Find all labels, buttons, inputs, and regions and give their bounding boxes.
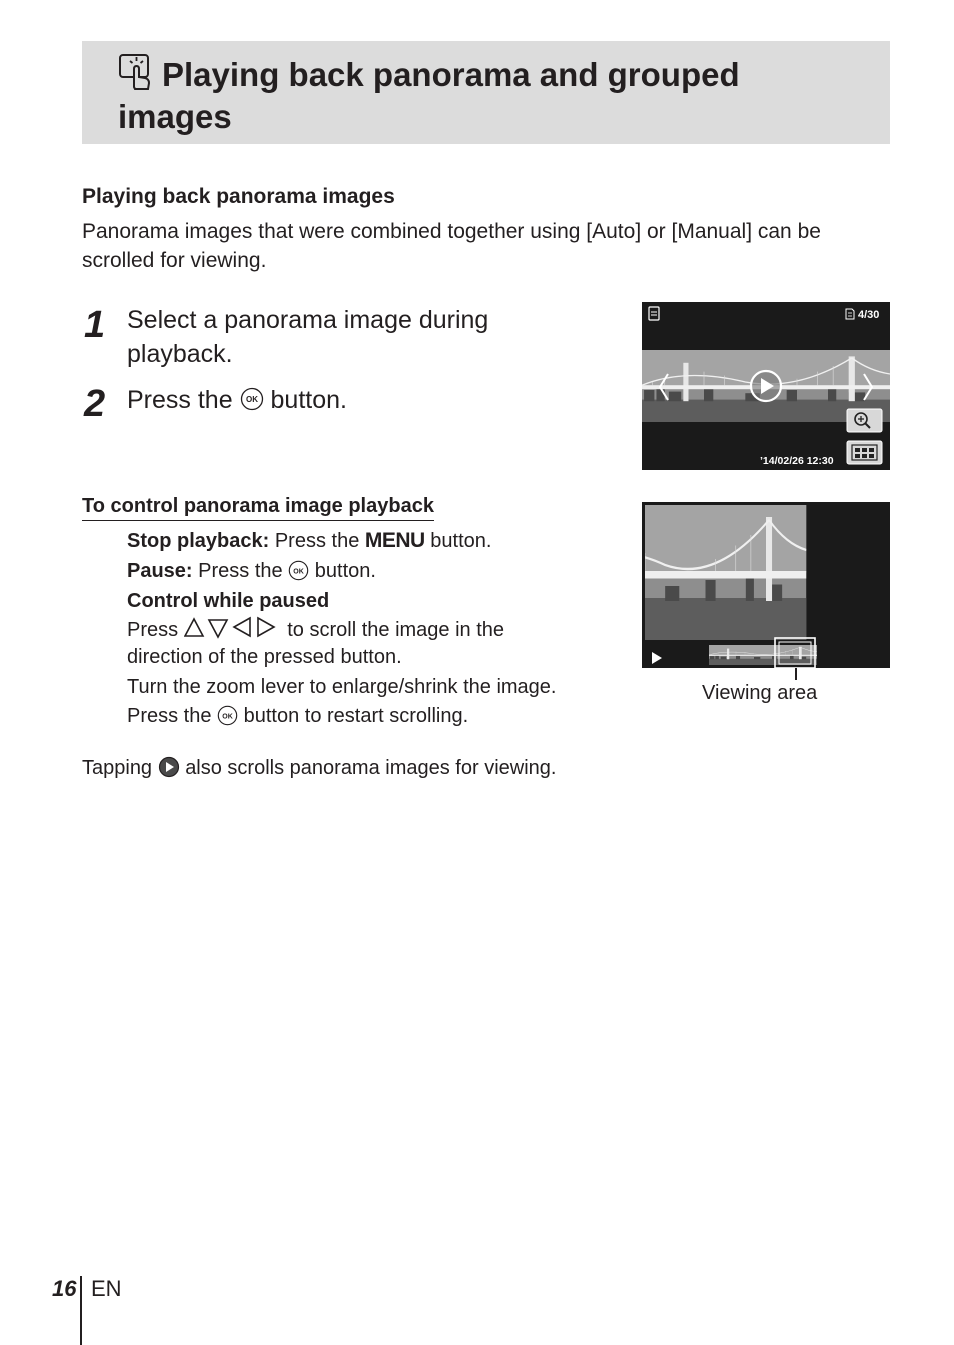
scroll-line-1 [127,616,627,644]
step-2-number: 2 [84,383,106,425]
step-1-text: Select a panorama image during playback. [127,306,489,368]
section-intro: Panorama images that were combined together using [Auto] or [Manual] can be scrolled for viewing. [82,220,821,272]
ok-button-icon [240,387,264,411]
control-heading: To control panorama image playback [82,495,434,521]
playback-screen [642,302,890,470]
play-button-icon[interactable] [751,371,781,401]
footer-divider [80,1276,82,1345]
zoom-line: Turn the zoom lever to enlarge/shrink the image. [127,676,557,698]
title-bar [82,41,890,144]
page-title-text: Playing back panorama and grouped images [118,56,740,135]
pause-text-before: Press the [198,560,283,582]
step-2-text [127,383,557,417]
timestamp: ’14/02/26 12:30 [760,455,834,467]
viewing-area-pointer [795,668,797,680]
zoom-button-icon[interactable] [847,409,882,432]
scroll-line-2: direction of the pressed button. [127,646,402,668]
menu-button-icon: MENU [364,529,425,552]
stop-label: Stop playback: [127,530,270,552]
page-title [118,53,858,138]
pause-text-after: button. [314,560,376,582]
direction-arrows-icon [184,616,282,640]
press-word: Press [127,619,179,641]
index-button-icon[interactable] [847,441,882,464]
paused-heading: Control while paused [127,590,330,612]
step-2-text-after: button. [270,386,347,414]
play-circle-icon [158,756,180,778]
pause-line [127,557,627,585]
scroll-text-1: to scroll the image in the [287,619,505,641]
touch-icon [118,53,160,91]
stop-text-after: button. [430,530,492,552]
restart-text-before: Press the [127,705,212,727]
ok-button-icon [217,705,238,726]
page-language: EN [91,1276,122,1301]
pause-label: Pause: [127,560,193,582]
tap-text-after: also scrolls panorama images for viewing. [185,757,557,779]
panorama-strip [709,645,817,665]
page-number: 16 [52,1276,77,1301]
step-2-text-before: Press the [127,386,233,414]
tap-text-before: Tapping [82,757,153,779]
frame-counter: 4/30 [858,309,880,321]
ok-button-icon [288,560,309,581]
restart-text-after: button to restart scrolling. [243,705,469,727]
step-1-number: 1 [84,304,106,346]
stop-playback-line [127,527,627,555]
panorama-scroll-graphic [642,502,890,668]
section-heading: Playing back panorama images [82,185,395,208]
viewing-area-label: Viewing area [702,682,818,704]
restart-line [127,702,627,730]
panorama-scroll-screen [642,502,890,668]
playback-screen-graphic [642,302,890,470]
panorama-enlarged-view [642,505,806,640]
tap-line [82,754,556,782]
stop-text-before: Press the [274,530,360,552]
